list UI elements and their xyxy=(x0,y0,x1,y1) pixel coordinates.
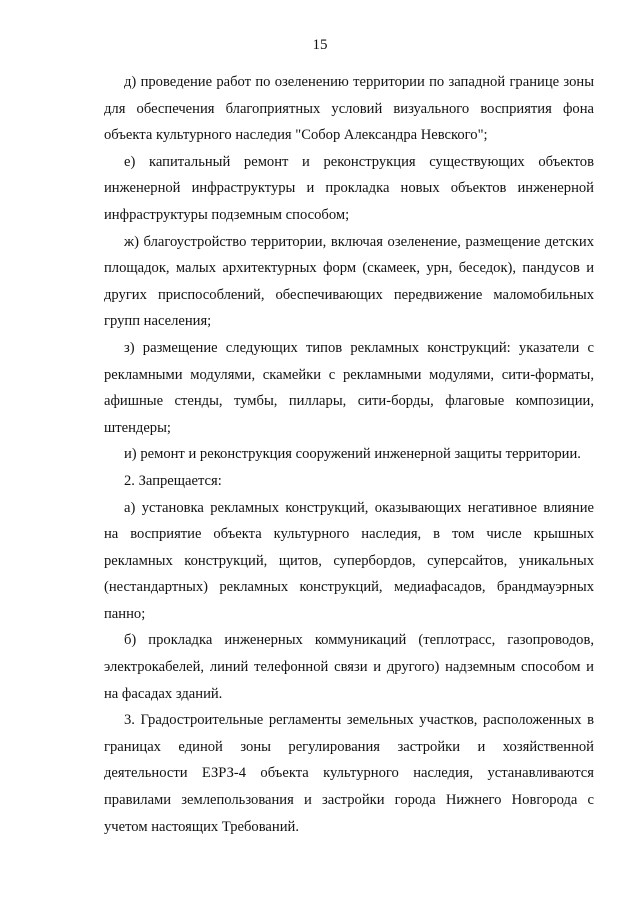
paragraph-z: з) размещение следующих типов рекламных конструкций: указатели с рекламными модулями, скамейки с рекламными модулями, сити-форматы, афишные стенды, тумбы, пиллары, сити-борды, флаговые композиции, штендеры; xyxy=(104,339,594,436)
page-number: 15 xyxy=(312,37,328,53)
section-2-heading: 2. Запрещается: xyxy=(124,472,222,489)
paragraph-d: д) проведение работ по озеленению территории по западной границе зоны для обеспечения благоприятных условий визуального восприятия фона объекта культурного наследия "Собор Александра Невского"; xyxy=(104,74,594,144)
paragraph-i: и) ремонт и реконструкция сооружений инженерной защиты территории. xyxy=(124,446,581,463)
paragraph-zh: ж) благоустройство территории, включая озеленение, размещение детских площадок, малых архитектурных форм (скамеек, урн, беседок), пандусов и других приспособлений, обеспечивающих передвижение маломобильных групп населения; xyxy=(104,233,594,330)
paragraph-a: а) установка рекламных конструкций, оказывающих негативное влияние на восприятие объекта культурного наследия, в том числе крышных рекламных конструкций, щитов, супербордов, суперсайтов, уникальных (нестандартных) рекламных конструкций, медиафасадов, брандмауэрных панно; xyxy=(104,499,594,622)
paragraph-e: е) капитальный ремонт и реконструкция существующих объектов инженерной инфраструктуры и прокладка новых объектов инженерной инфраструктуры подземным способом; xyxy=(104,153,594,223)
section-3-paragraph: 3. Градостроительные регламенты земельных участков, расположенных в границах единой зоны регулирования застройки и хозяйственной деятельности ЕЗРЗ-4 объекта культурного наследия, устанавливаются правилами землепользования и застройки города Нижнего Новгорода с учетом настоящих Требований. xyxy=(104,712,594,835)
document-body xyxy=(104,69,594,840)
paragraph-b: б) прокладка инженерных коммуникаций (теплотрасс, газопроводов, электрокабелей, линий телефонной связи и другого) надземным способом и на фасадах зданий. xyxy=(104,632,594,702)
